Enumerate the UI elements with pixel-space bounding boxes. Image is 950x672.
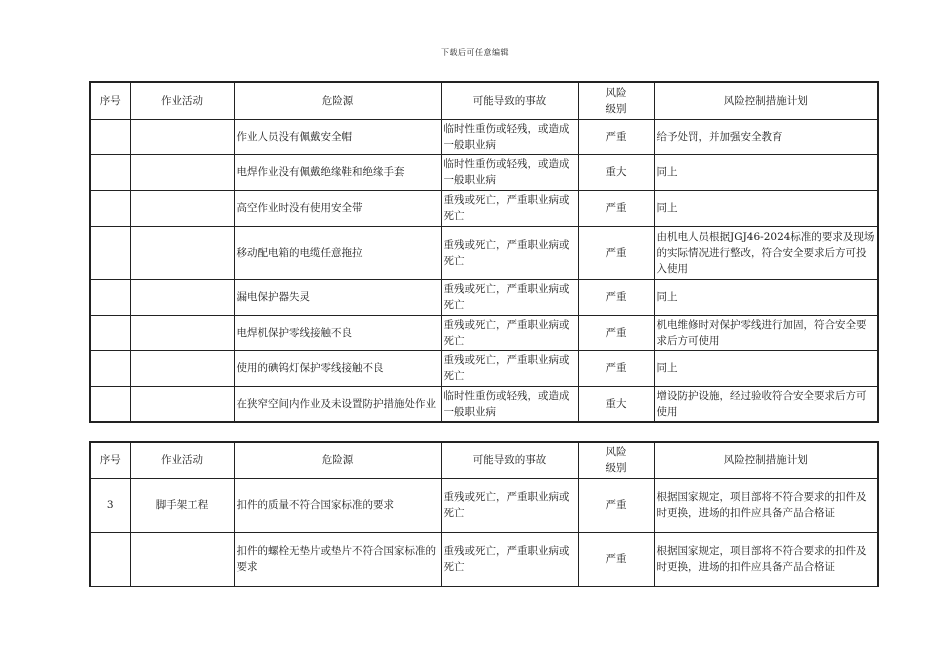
cell-hazard: 高空作业时没有使用安全带 xyxy=(234,190,441,226)
header-activity: 作业活动 xyxy=(130,442,234,478)
header-hazard: 危险源 xyxy=(234,82,441,119)
table-row xyxy=(90,190,878,226)
cell-no xyxy=(90,119,130,154)
table-row xyxy=(90,315,878,350)
cell-accident: 重残或死亡，严重职业病或死亡 xyxy=(441,315,578,350)
cell-level: 重大 xyxy=(578,386,654,422)
cell-plan: 给予处罚，并加强安全教育 xyxy=(654,119,878,154)
table-row xyxy=(90,119,878,154)
header-accident: 可能导致的事故 xyxy=(441,82,578,119)
header-activity: 作业活动 xyxy=(130,82,234,119)
cell-hazard: 扣件的质量不符合国家标准的要求 xyxy=(234,478,441,532)
cell-activity xyxy=(130,226,234,279)
cell-plan: 根据国家规定，项目部将不符合要求的扣件及时更换，进场的扣件应具备产品合格证 xyxy=(654,478,878,532)
table-row xyxy=(90,478,878,532)
risk-table-2 xyxy=(89,441,879,587)
table-header-row xyxy=(90,442,878,478)
cell-accident: 重残或死亡，严重职业病或死亡 xyxy=(441,226,578,279)
cell-no xyxy=(90,315,130,350)
cell-no xyxy=(90,279,130,315)
cell-activity: 脚手架工程 xyxy=(130,478,234,532)
cell-activity xyxy=(130,532,234,586)
cell-hazard: 漏电保护器失灵 xyxy=(234,279,441,315)
cell-no xyxy=(90,190,130,226)
table-row xyxy=(90,386,878,422)
cell-plan: 同上 xyxy=(654,279,878,315)
header-control-plan: 风险控制措施计划 xyxy=(654,442,878,478)
cell-plan: 同上 xyxy=(654,350,878,386)
cell-activity xyxy=(130,350,234,386)
header-risk-level: 风险 级别 xyxy=(578,82,654,119)
cell-plan: 同上 xyxy=(654,190,878,226)
cell-no xyxy=(90,350,130,386)
cell-hazard: 作业人员没有佩戴安全帽 xyxy=(234,119,441,154)
risk-table-1 xyxy=(89,81,879,423)
header-no: 序号 xyxy=(90,82,130,119)
cell-level: 严重 xyxy=(578,478,654,532)
cell-accident: 重残或死亡，严重职业病或死亡 xyxy=(441,279,578,315)
cell-accident: 重残或死亡，严重职业病或死亡 xyxy=(441,478,578,532)
cell-plan: 增设防护设施，经过验收符合安全要求后方可使用 xyxy=(654,386,878,422)
cell-accident: 重残或死亡，严重职业病或死亡 xyxy=(441,190,578,226)
table-row xyxy=(90,350,878,386)
cell-hazard: 使用的碘钨灯保护零线接触不良 xyxy=(234,350,441,386)
cell-hazard: 电焊作业没有佩戴绝缘鞋和绝缘手套 xyxy=(234,154,441,190)
cell-activity xyxy=(130,386,234,422)
cell-level: 重大 xyxy=(578,154,654,190)
table-row xyxy=(90,279,878,315)
header-risk-level: 风险 级别 xyxy=(578,442,654,478)
cell-level: 严重 xyxy=(578,226,654,279)
cell-level: 严重 xyxy=(578,119,654,154)
table-row xyxy=(90,532,878,586)
cell-hazard: 电焊机保护零线接触不良 xyxy=(234,315,441,350)
cell-accident: 重残或死亡，严重职业病或死亡 xyxy=(441,350,578,386)
cell-level: 严重 xyxy=(578,350,654,386)
cell-activity xyxy=(130,190,234,226)
cell-level: 严重 xyxy=(578,315,654,350)
cell-level: 严重 xyxy=(578,279,654,315)
cell-plan: 机电维修时对保护零线进行加固，符合安全要求后方可使用 xyxy=(654,315,878,350)
cell-no xyxy=(90,226,130,279)
cell-accident: 重残或死亡，严重职业病或死亡 xyxy=(441,532,578,586)
cell-no xyxy=(90,532,130,586)
page-header-note: 下载后可任意编辑 xyxy=(441,48,509,57)
cell-accident: 临时性重伤或轻残，或造成一般职业病 xyxy=(441,154,578,190)
cell-activity xyxy=(130,279,234,315)
cell-accident: 临时性重伤或轻残，或造成一般职业病 xyxy=(441,119,578,154)
cell-hazard: 在狭窄空间内作业及未设置防护措施处作业 xyxy=(234,386,441,422)
cell-level: 严重 xyxy=(578,190,654,226)
cell-activity xyxy=(130,315,234,350)
cell-activity xyxy=(130,154,234,190)
header-control-plan: 风险控制措施计划 xyxy=(654,82,878,119)
cell-level: 严重 xyxy=(578,532,654,586)
cell-activity xyxy=(130,119,234,154)
cell-plan: 同上 xyxy=(654,154,878,190)
header-no: 序号 xyxy=(90,442,130,478)
table-row xyxy=(90,154,878,190)
cell-no xyxy=(90,386,130,422)
header-hazard: 危险源 xyxy=(234,442,441,478)
table-header-row xyxy=(90,82,878,119)
cell-hazard: 扣件的螺栓无垫片或垫片不符合国家标准的要求 xyxy=(234,532,441,586)
cell-hazard: 移动配电箱的电缆任意拖拉 xyxy=(234,226,441,279)
cell-plan: 由机电人员根据JGJ46-2024标准的要求及现场的实际情况进行整改，符合安全要求后方可投入使用 xyxy=(654,226,878,279)
cell-no xyxy=(90,154,130,190)
cell-plan: 根据国家规定，项目部将不符合要求的扣件及时更换，进场的扣件应具备产品合格证 xyxy=(654,532,878,586)
header-accident: 可能导致的事故 xyxy=(441,442,578,478)
table-row xyxy=(90,226,878,279)
cell-accident: 临时性重伤或轻残，或造成一般职业病 xyxy=(441,386,578,422)
cell-no: 3 xyxy=(90,478,130,532)
